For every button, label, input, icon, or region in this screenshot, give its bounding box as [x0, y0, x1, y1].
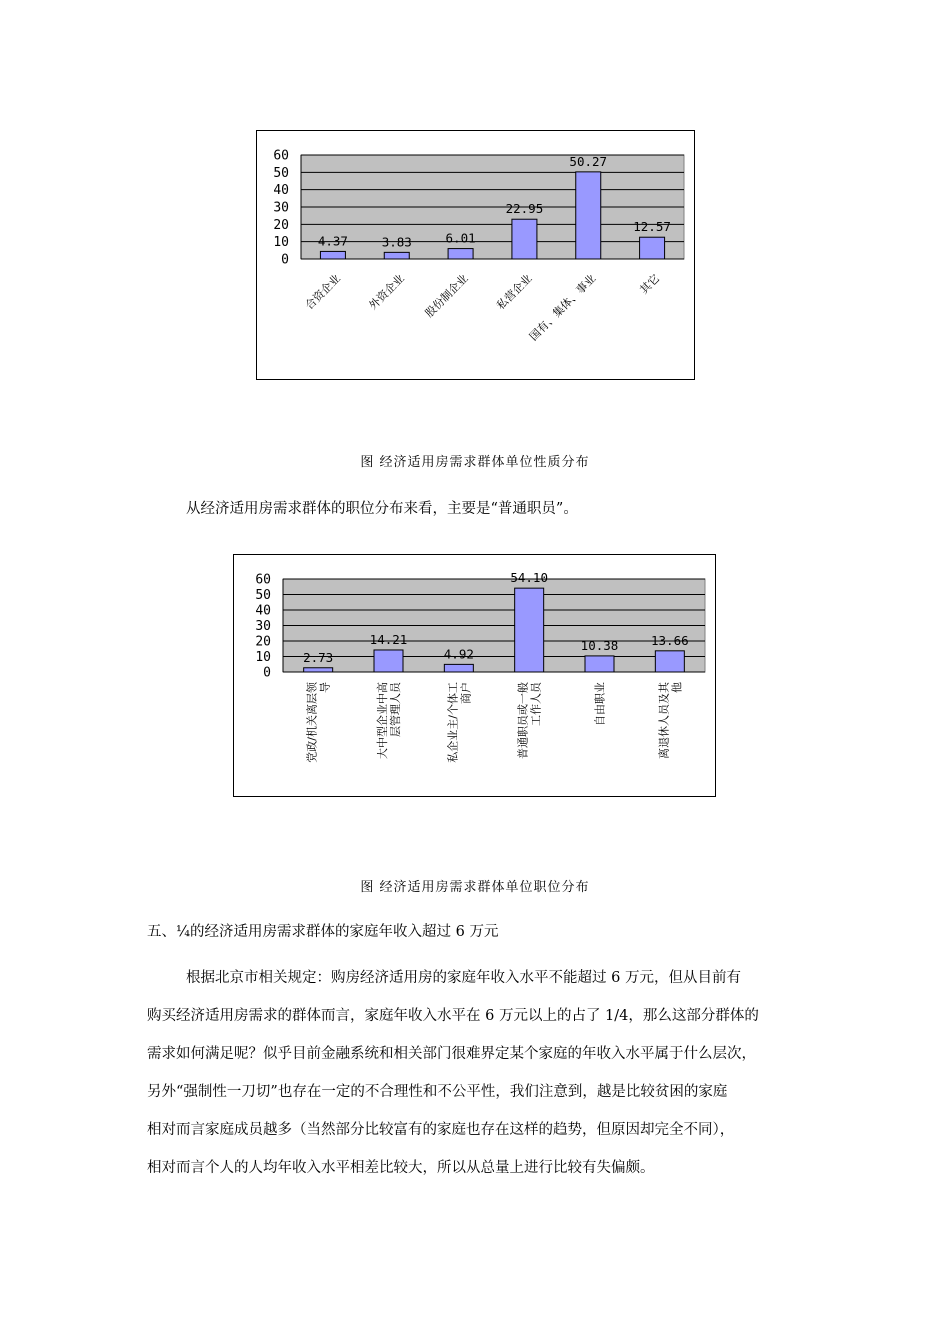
category-label: 私企业主/个体工 [446, 682, 460, 763]
y-tick-label: 60 [273, 148, 289, 164]
bar [512, 219, 537, 259]
bar [448, 249, 473, 259]
category-label: 国有、集体、事业 [526, 271, 599, 344]
category-label: 商户 [459, 682, 473, 704]
paragraph-line-1: 根据北京市相关规定：购房经济适用房的家庭年收入水平不能超过 6 万元，但从目前有 [186, 970, 741, 986]
section-heading: 五、¼的经济适用房需求群体的家庭年收入超过 6 万元 [147, 924, 499, 940]
paragraph-line-6: 相对而言个人的人均年收入水平相差比较大，所以从总量上进行比较有失偏颇。 [147, 1160, 655, 1176]
category-label: 大中型企业中高 [376, 682, 389, 759]
category-label: 离退休人员及其 [657, 682, 671, 759]
intro-paragraph: 从经济适用房需求群体的职位分布来看，主要是“普通职员”。 [186, 501, 578, 517]
bar [374, 650, 403, 672]
paragraph-line-3: 需求如何满足呢？似乎目前金融系统和相关部门很难界定某个家庭的年收入水平属于什么层次， [147, 1046, 756, 1062]
y-tick-label: 20 [273, 217, 289, 233]
chart1-caption: 图 经济适用房需求群体单位性质分布 [360, 455, 590, 470]
y-tick-label: 50 [273, 165, 289, 181]
bar [655, 651, 684, 672]
data-label: 13.66 [651, 632, 689, 648]
y-tick-label: 50 [255, 588, 271, 603]
data-label: 10.38 [580, 637, 619, 653]
category-label: 合资企业 [302, 271, 344, 313]
data-label: 6.01 [445, 230, 476, 246]
category-label: 工作人员 [529, 682, 543, 726]
category-label: 党政/机关离层领 [305, 682, 319, 763]
category-label: 导 [318, 682, 332, 693]
chart2-caption: 图 经济适用房需求群体单位职位分布 [360, 880, 590, 895]
y-tick-label: 30 [273, 200, 289, 216]
y-tick-label: 60 [255, 572, 271, 588]
paragraph-line-2: 购买经济适用房需求的群体而言，家庭年收入水平在 6 万元以上的占了 1/4，那么这部分群体的 [147, 1008, 759, 1024]
unit-nature-bar-chart [256, 130, 695, 380]
category-label: 层管理人员 [389, 682, 402, 737]
category-label: 私营企业 [494, 271, 535, 313]
y-tick-label: 30 [255, 619, 271, 634]
category-label: 自由职业 [593, 682, 607, 726]
data-label: 3.83 [381, 234, 412, 250]
bar [384, 252, 409, 259]
data-label: 12.57 [633, 219, 671, 235]
bar [640, 237, 665, 259]
bar [515, 588, 544, 672]
y-tick-label: 40 [273, 183, 289, 199]
y-tick-label: 10 [273, 235, 289, 251]
position-chart-svg [234, 555, 715, 796]
data-label: 14.21 [369, 631, 408, 647]
category-label: 其它 [637, 271, 663, 297]
data-label: 22.95 [505, 201, 544, 217]
position-bar-chart [233, 554, 716, 797]
y-tick-label: 0 [281, 252, 289, 268]
data-label: 54.10 [510, 570, 548, 586]
data-label: 50.27 [569, 153, 608, 169]
bar [585, 656, 614, 672]
bar [320, 251, 345, 259]
y-tick-label: 40 [255, 603, 271, 619]
unit-nature-chart-svg [257, 131, 694, 379]
category-label: 外资企业 [366, 271, 407, 313]
y-tick-label: 20 [255, 634, 271, 650]
category-label: 他 [670, 682, 684, 693]
y-tick-label: 10 [255, 650, 271, 665]
paragraph-line-5: 相对而言家庭成员越多（当然部分比较富有的家庭也存在这样的趋势，但原因却完全不同）， [147, 1122, 735, 1138]
bar [304, 668, 333, 672]
bar [444, 664, 473, 672]
data-label: 4.37 [317, 233, 348, 249]
data-label: 2.73 [303, 649, 334, 665]
category-label: 普通职员或一般 [516, 682, 530, 759]
bar [576, 172, 601, 259]
category-label: 股份制企业 [422, 271, 471, 321]
y-tick-label: 0 [263, 665, 271, 681]
paragraph-line-4: 另外“强制性一刀切”也存在一定的不合理性和不公平性，我们注意到，越是比较贫困的家庭 [147, 1084, 728, 1100]
data-label: 4.92 [443, 646, 474, 662]
